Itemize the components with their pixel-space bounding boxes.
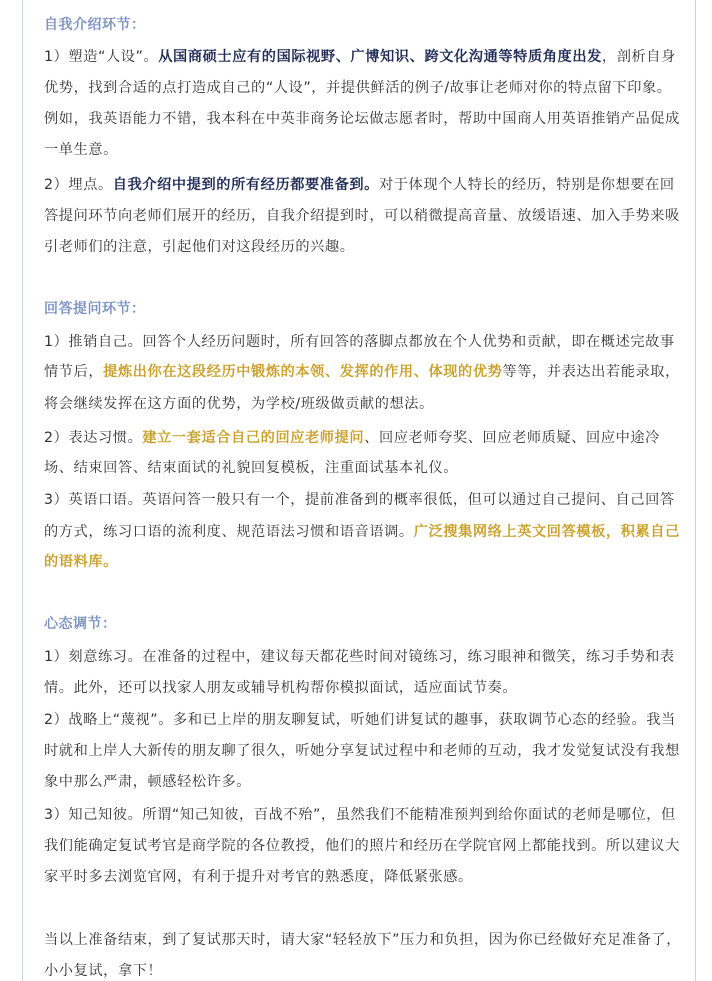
text-span: 2）表达习惯。 [44,430,143,446]
text-span: 的方式，练习口语的流利度、规范语法习惯和语音语调。 [44,524,414,540]
section-heading-mindset: 心态调节： [44,616,117,632]
text-span: 2）埋点。 [44,177,113,193]
paragraph-line: 场、结束回答、结束面试的礼貌回复模板，注重面试基本礼仪。 [44,460,459,476]
paragraph-line: 引老师们的注意，引起他们对这段经历的兴趣。 [44,239,355,255]
paragraph-line: 一单生意。 [44,142,118,158]
text-span: 等等，并表达出若能录取， [502,364,680,380]
paragraph-line: 3）英语口语。英语问答一般只有一个，提前准备到的概率很低，但可以通过自己提问、自己回答 [44,492,675,508]
paragraph-line [44,361,680,381]
paragraph-line [44,521,680,541]
text-span: 对于体现个人特长的经历，特别是你想要在回 [378,177,675,193]
section-heading-intro: 自我介绍环节： [44,17,146,33]
paragraph-line [44,427,660,447]
highlight-text: 广泛搜集网络上英文回答模板，积累自己 [413,524,680,540]
text-span: ，剖析自身 [601,49,676,65]
paragraph-line: 情。此外，还可以找家人朋友或辅导机构帮你模拟面试，适应面试节奏。 [44,680,518,696]
paragraph-line: 1）推销自己。回答个人经历问题时，所有回答的落脚点都放在个人优势和贡献，即在概述完故事 [44,334,675,350]
paragraph-line: 我们能确定复试考官是商学院的各位教授，他们的照片和经历在学院官网上都能找到。所以建议大 [44,838,680,854]
highlight-text: 提炼出你在这段经历中锻炼的本领、发挥的作用、体现的优势 [103,364,503,380]
paragraph-line [44,174,675,194]
paragraph-line: 3）知己知彼。所谓“知己知彼，百战不殆”，虽然我们不能精准预判到给你面试的老师是哪位，但 [44,807,676,823]
closing-line: 小小复试，拿下！ [44,963,163,979]
paragraph-line: 家平时多去浏览官网，有利于提升对考官的熟悉度，降低紧张感。 [44,869,473,885]
bold-text: 从国商硕士应有的国际视野、广博知识、跨文化沟通等特质角度出发 [158,49,602,65]
paragraph-line: 时就和上岸人大新传的朋友聊了很久，听她分享复试过程中和老师的互动，我才发觉复试没有我想 [44,743,680,759]
paragraph-line [44,46,676,66]
text-span: 1）塑造“人设”。 [44,49,159,65]
highlight-text: 的语料库。 [44,554,118,570]
section-heading-qa: 回答提问环节： [44,301,146,317]
text-span: 、回应老师夸奖、回应老师质疑、回应中途冷 [364,430,660,446]
paragraph-line: 将会继续发挥在这方面的优势，为学校/班级做贡献的想法。 [44,396,434,412]
paragraph-line [44,551,118,571]
paragraph-line: 象中那么严肃，顿感轻松许多。 [44,774,252,790]
paragraph-line: 例如，我英语能力不错，我本科在中英非商务论坛做志愿者时，帮助中国商人用英语推销产品促成 [44,111,680,127]
text-span: 情节后， [44,364,104,380]
paragraph-line: 2）战略上“蔑视”。多和已上岸的朋友聊复试，听她们讲复试的趣事，获取调节心态的经验。我当 [44,712,676,728]
highlight-text: 建立一套适合自己的回应老师提问 [142,430,365,446]
bold-text: 自我介绍中提到的所有经历都要准备到。 [112,177,379,193]
paragraph-line: 1）刻意练习。在准备的过程中，建议每天都花些时间对镜练习，练习眼神和微笑，练习手势和表 [44,649,675,665]
paragraph-line: 答提问环节向老师们展开的经历，自我介绍提到时，可以稍微提高音量、放缓语速、加入手势来吸 [44,208,680,224]
closing-line: 当以上准备结束，到了复试那天时，请大家“轻轻放下”压力和负担，因为你已经做好充足准备了， [44,932,681,948]
paragraph-line: 优势，找到合适的点打造成自己的“人设”，并提供鲜活的例子/故事让老师对你的特点留下印象。 [44,80,672,96]
